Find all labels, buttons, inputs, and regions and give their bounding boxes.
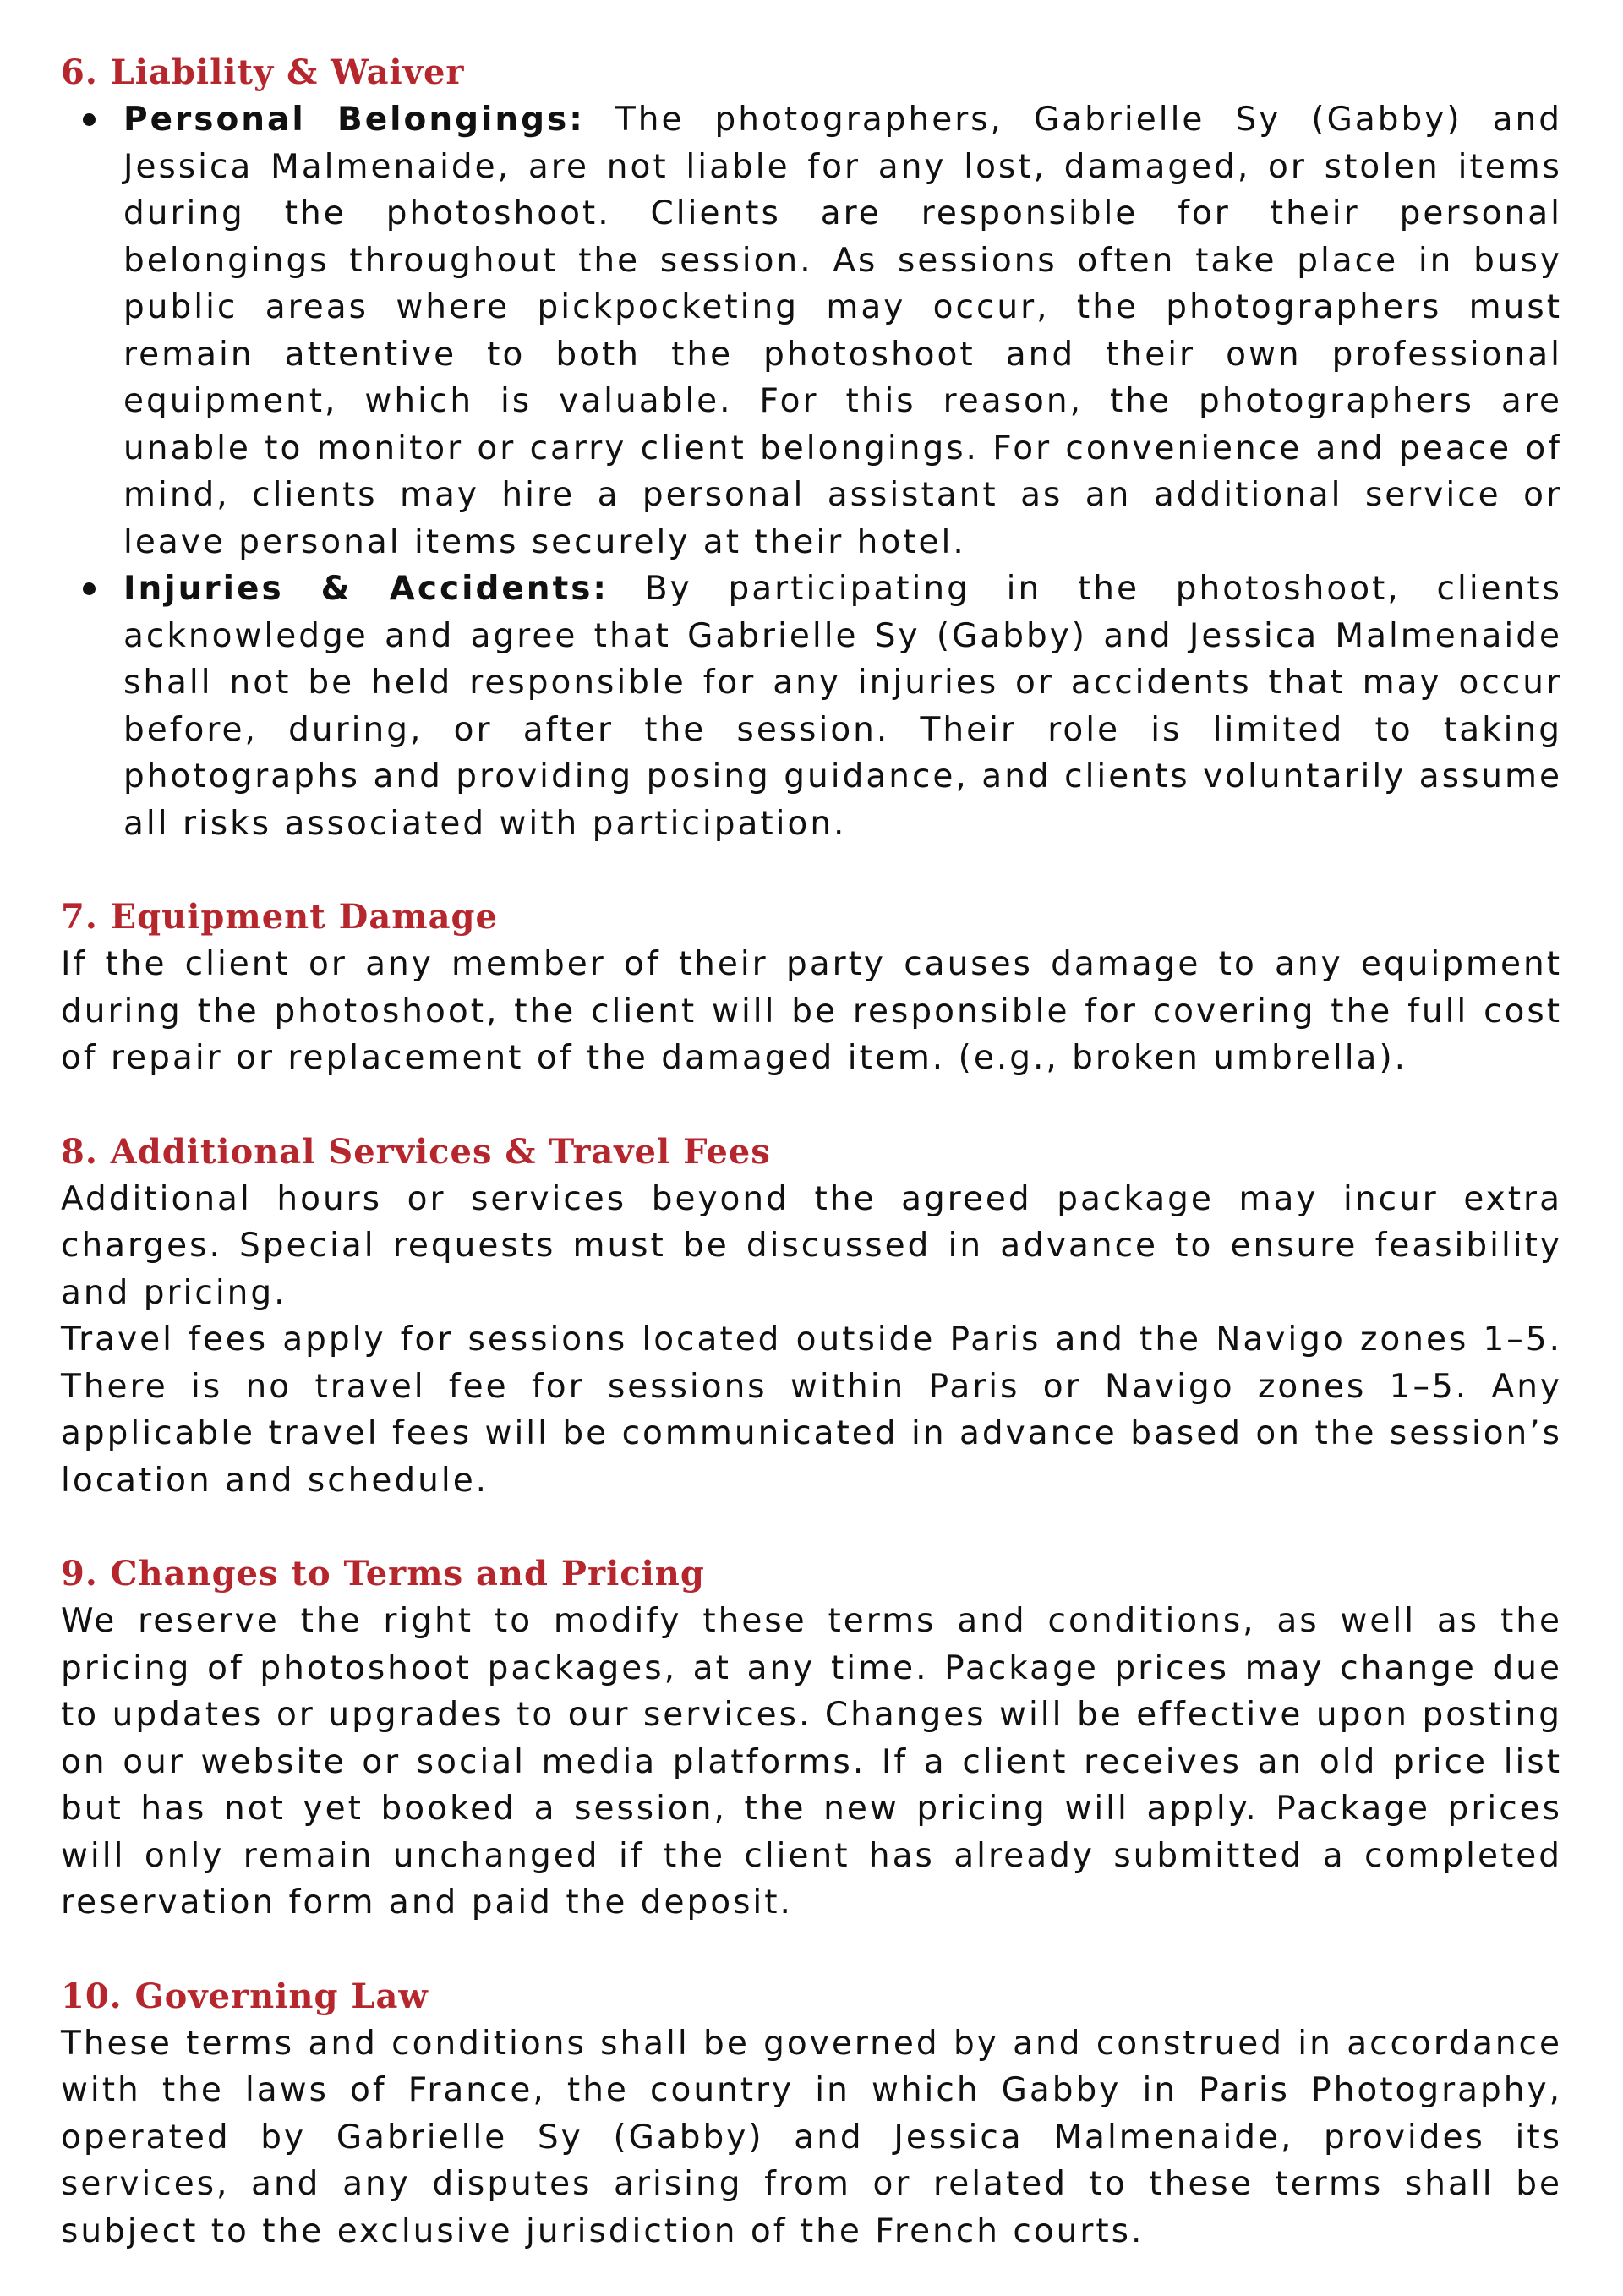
terms-page: [61, 49, 1562, 2255]
section-spacer: [61, 1927, 1562, 1973]
section-spacer: [61, 1504, 1562, 1550]
section-spacer: [61, 1082, 1562, 1129]
liability-bullet-list: [61, 96, 1562, 847]
list-item-personal-belongings: [61, 96, 1562, 566]
section-liability-waiver: [61, 49, 1562, 847]
section-governing-law: [61, 1973, 1562, 2255]
section-equipment-damage: [61, 894, 1562, 1082]
bullet-lead-personal-belongings: Personal Belongings:: [123, 101, 585, 139]
section-additional-services: [61, 1129, 1562, 1505]
paragraph-travel-fees: Travel fees apply for sessions located outside Paris and the Navigo zones 1–5. There is no travel fee for sessions within Paris or Navigo zones 1–5. Any applicable travel fees will be communicated in advance based on the session’s location and schedule.: [61, 1320, 1562, 1500]
bullet-lead-injuries-accidents: Injuries & Accidents:: [123, 570, 609, 608]
list-item-injuries-accidents: [61, 566, 1562, 847]
paragraph-changes-terms-pricing: We reserve the right to modify these terms and conditions, as well as the pricing of photoshoot packages, at any time. Package prices may change due to updates or upgrades to our services. Changes will be effective upon posting on our website or social media platforms. If a client receives an old price list but has not yet booked a session, the new pricing will apply. Package prices will only remain unchanged if the client has already submitted a completed reservation form and paid the deposit.: [61, 1602, 1562, 1922]
bullet-text-personal-belongings: The photographers, Gabrielle Sy (Gabby) and Jessica Malmenaide, are not liable for any lost, damaged, or stolen items during the photoshoot. Clients are responsible for their personal belongings throughout the session. As sessions often take place in busy public areas where pickpocketing may occur, the photographers must remain attentive to both the photoshoot and their own professional equipment, which is valuable. For this reason, the photographers are unable to monitor or carry client belongings. For convenience and peace of mind, clients may hire a personal assistant as an additional service or leave personal items securely at their hotel.: [123, 101, 1562, 561]
section-title-equipment-damage: 7. Equipment Damage: [61, 897, 498, 937]
section-title-governing-law: 10. Governing Law: [61, 1976, 429, 2016]
section-title-liability-waiver: 6. Liability & Waiver: [61, 52, 465, 92]
paragraph-governing-law: These terms and conditions shall be governed by and construed in accordance with the laws of France, the country in which Gabby in Paris Photography, operated by Gabrielle Sy (Gabby) and Jessica Malmenaide, provides its services, and any disputes arising from or related to these terms shall be subject to the exclusive jurisdiction of the French courts.: [61, 2024, 1562, 2250]
section-title-changes-terms-pricing: 9. Changes to Terms and Pricing: [61, 1554, 705, 1594]
bullet-icon: [83, 113, 96, 126]
section-spacer: [61, 847, 1562, 894]
paragraph-equipment-damage: If the client or any member of their party causes damage to any equipment during the photoshoot, the client will be responsible for covering the full cost of repair or replacement of the damaged item. (e.g., broken umbrella).: [61, 945, 1562, 1077]
section-changes-terms-pricing: [61, 1550, 1562, 1927]
bullet-icon: [83, 582, 96, 595]
bullet-text-injuries-accidents: By participating in the photoshoot, clients acknowledge and agree that Gabrielle Sy (Gabby) and Jessica Malmenaide shall not be held responsible for any injuries or accidents that may occur before, during, or after the session. Their role is limited to taking photographs and providing posing guidance, and clients voluntarily assume all risks associated with participation.: [123, 570, 1562, 843]
paragraph-additional-services: Additional hours or services beyond the agreed package may incur extra charges. Special requests must be discussed in advance to ensure feasibility and pricing.: [61, 1179, 1562, 1312]
section-title-additional-services: 8. Additional Services & Travel Fees: [61, 1131, 771, 1172]
